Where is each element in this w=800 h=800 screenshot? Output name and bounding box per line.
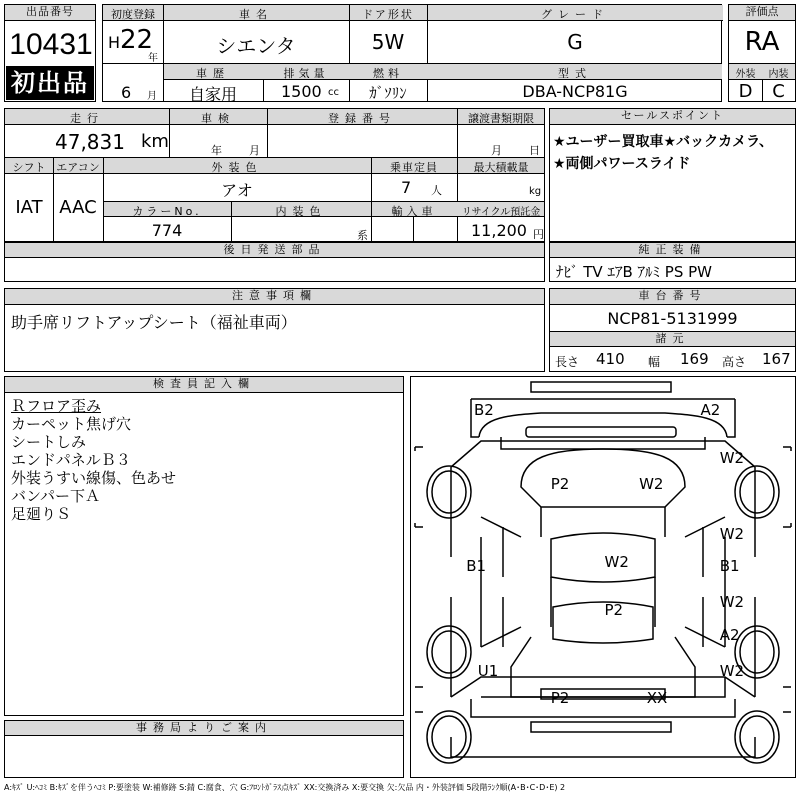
damage-mark-9: P2 xyxy=(604,601,624,619)
door-header: ドア形状 xyxy=(362,8,414,21)
damage-mark-4: W2 xyxy=(639,475,664,493)
inspector-header: 検査員記入欄 xyxy=(5,377,403,393)
registration-header: 初度登録 xyxy=(111,8,155,21)
damage-mark-5: W2 xyxy=(719,525,745,543)
model-code-header: 型式 xyxy=(558,67,592,80)
exterior-score-header: 外装 xyxy=(735,69,756,80)
lot-header: 出品番号 xyxy=(5,5,95,21)
damage-mark-11: A2 xyxy=(719,626,740,645)
fuel: ｶﾞｿﾘﾝ xyxy=(369,84,407,102)
mileage-header: 走行 xyxy=(70,112,104,125)
transfer-month-unit: 月 xyxy=(491,144,502,157)
damage-mark-1: A2 xyxy=(700,401,721,419)
factory-equipment: ﾅﾋﾞ TV ｴｱB ｱﾙﾐ PS PW xyxy=(556,263,712,281)
lot-number: 10431 xyxy=(9,28,93,61)
dimensions-header: 諸元 xyxy=(550,332,795,347)
registration-month: 6 xyxy=(121,83,132,102)
damage-marks xyxy=(411,377,795,777)
damage-mark-13: U1 xyxy=(477,662,499,681)
length-value: 410 xyxy=(596,350,625,368)
factory-equipment-header: 純正装備 xyxy=(550,243,795,258)
height-label: 高さ xyxy=(722,355,747,369)
door-type: 5W xyxy=(371,30,405,54)
chassis-number: NCP81-5131999 xyxy=(607,309,738,328)
displacement: 1500 xyxy=(281,82,322,101)
height-value: 167 xyxy=(762,350,791,368)
score-box xyxy=(728,4,796,102)
sales-point-box xyxy=(549,108,796,242)
fuel-header: 燃料 xyxy=(373,67,403,80)
sales-point-header: セールスポイント xyxy=(550,109,795,125)
exterior-score: D xyxy=(738,81,753,102)
inspection-year-unit: 年 xyxy=(211,144,222,157)
damage-mark-12: W2 xyxy=(719,662,745,681)
registration-year-unit: 年 xyxy=(148,53,158,64)
mileage: 47,831 xyxy=(55,130,125,154)
width-value: 169 xyxy=(680,350,709,368)
damage-legend: A:ｷｽﾞ U:ﾍｺﾐ B:ｷｽﾞを伴うﾍｺﾐ P:要塗装 W:補修跡 S:錆 C:腐食、穴 G:ﾌﾛﾝﾄｶﾞﾗｽ点ｷｽﾞ XX:交換済み X:要交換 欠:欠品 内・外装評価 5段階ﾗﾝｸ順(A･B･C･D･E) 2 xyxy=(4,783,566,792)
car-name-header: 車名 xyxy=(239,8,273,21)
color-no: 774 xyxy=(151,221,183,240)
inspector-note-2: カーペット焦げ穴 xyxy=(11,415,132,433)
vehicle-info-table xyxy=(102,4,722,102)
color-no-header: カラーNo. xyxy=(132,205,202,218)
length-label: 長さ xyxy=(555,355,580,369)
inspector-note-1: Ｒフロア歪み xyxy=(11,397,102,415)
office-box xyxy=(4,720,404,778)
grade-header: グレード xyxy=(541,8,609,21)
capacity-header: 乗車定員 xyxy=(390,161,438,174)
interior-score: C xyxy=(772,81,785,102)
plate-header: 登録番号 xyxy=(328,112,396,125)
transfer-day-unit: 日 xyxy=(529,144,540,157)
import-header: 輸入車 xyxy=(391,205,437,218)
damage-diagram xyxy=(410,376,796,778)
damage-mark-8: B1 xyxy=(719,557,740,575)
grade: G xyxy=(567,30,583,54)
recycle-fee: 11,200 xyxy=(471,221,527,240)
transfer-doc-header: 譲渡書類期限 xyxy=(468,112,534,125)
factory-equipment-box xyxy=(549,242,796,282)
sales-point-line-1: ★ユーザー買取車★バックカメラ、 xyxy=(553,134,773,150)
caution-header: 注意事項欄 xyxy=(5,289,544,305)
office-header: 事務局よりご案内 xyxy=(5,721,403,736)
damage-mark-14: P2 xyxy=(550,689,570,707)
registration-year: 22 xyxy=(120,25,154,55)
inspection-header: 車検 xyxy=(201,112,235,125)
max-load-unit: kg xyxy=(529,186,542,197)
interior-color-header: 内装色 xyxy=(275,205,327,218)
inspector-note-5: 外装うすい線傷、色あせ xyxy=(11,469,177,487)
exterior-color-header: 外装色 xyxy=(211,161,263,174)
inspector-note-3: シートしみ xyxy=(11,433,87,451)
aircon-header: エアコン xyxy=(56,161,100,174)
chassis-header: 車台番号 xyxy=(550,289,795,305)
car-name: シエンタ xyxy=(216,34,296,58)
damage-mark-0: B2 xyxy=(473,401,494,419)
later-parts-box xyxy=(4,242,545,282)
shift: IAT xyxy=(15,197,43,218)
inspector-note-7: 足廻りＳ xyxy=(11,505,72,523)
max-load-header: 最大積載量 xyxy=(473,161,529,174)
width-label: 幅 xyxy=(648,355,661,369)
damage-mark-10: W2 xyxy=(719,593,745,611)
displacement-header: 排気量 xyxy=(283,67,329,80)
recycle-unit: 円 xyxy=(533,228,544,241)
exterior-color: アオ xyxy=(221,181,253,200)
history: 自家用 xyxy=(188,85,237,104)
mileage-unit: km xyxy=(141,131,169,152)
sales-point-line-2: ★両側パワースライド xyxy=(553,156,691,172)
later-parts-header: 後日発送部品 xyxy=(5,243,544,258)
inspector-note-6: バンパー下Ａ xyxy=(11,487,100,505)
registration-month-unit: 月 xyxy=(147,91,157,102)
aircon: AAC xyxy=(59,197,97,218)
inspector-box xyxy=(4,376,404,716)
displacement-unit: cc xyxy=(328,87,339,98)
score-value: RA xyxy=(744,27,780,57)
first-listing-badge: 初出品 xyxy=(6,66,94,100)
inspector-note-4: エンドパネルＢ３ xyxy=(11,451,131,469)
capacity: 7 xyxy=(401,178,412,197)
caution-box xyxy=(4,288,545,372)
inspection-month-unit: 月 xyxy=(249,144,260,157)
damage-mark-7: B1 xyxy=(466,557,487,575)
chassis-box xyxy=(549,288,796,372)
model-code: DBA-NCP81G xyxy=(522,82,628,101)
registration-era: H xyxy=(108,33,121,52)
interior-color-unit: 系 xyxy=(357,229,368,242)
damage-mark-3: P2 xyxy=(550,475,570,493)
damage-mark-15: XX xyxy=(646,689,668,707)
condition-table xyxy=(4,108,545,242)
shift-header: シフト xyxy=(12,161,46,174)
interior-score-header: 内装 xyxy=(768,69,789,80)
score-header: 評価点 xyxy=(729,5,795,21)
caution-text: 助手席リフトアップシート（福祉車両） xyxy=(11,313,297,332)
history-header: 車歴 xyxy=(196,67,230,80)
damage-mark-6: W2 xyxy=(604,553,629,571)
capacity-unit: 人 xyxy=(431,184,442,197)
damage-mark-2: W2 xyxy=(719,449,745,467)
recycle-header: リサイクル預託金 xyxy=(461,207,541,218)
